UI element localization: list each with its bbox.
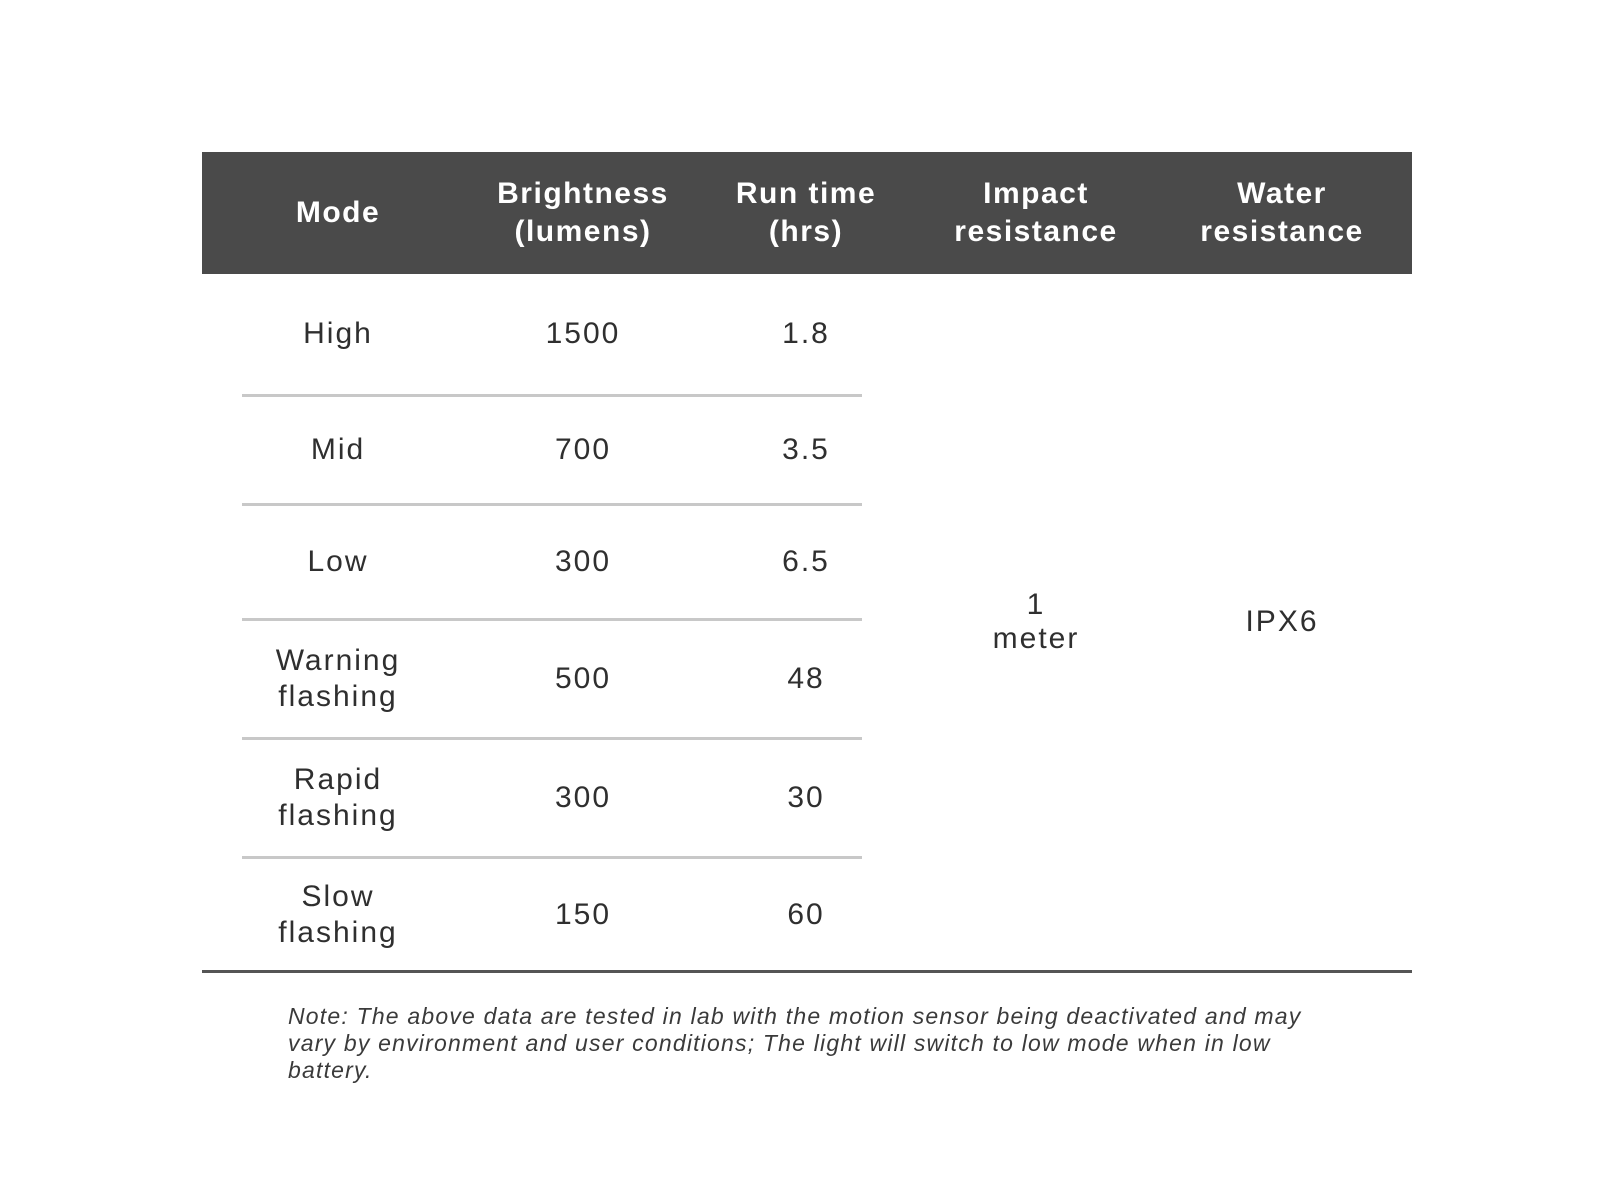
table-row <box>242 274 862 394</box>
cell-mode <box>202 859 474 970</box>
cell-run-time-text: 48 <box>787 662 825 695</box>
cell-mode-text: Rapid flashing <box>278 763 398 832</box>
cell-mode-text: Warning flashing <box>275 644 401 713</box>
cell-brightness <box>474 274 692 394</box>
header-mode-label: Mode <box>295 196 381 229</box>
header-impact-label: Impact resistance <box>954 177 1118 248</box>
table-row <box>242 859 862 970</box>
cell-brightness <box>474 621 692 737</box>
cell-brightness-text: 300 <box>554 781 612 814</box>
cell-brightness-text: 500 <box>554 662 612 695</box>
cell-mode <box>202 621 474 737</box>
impact-resistance-text: 1 meter <box>992 588 1080 655</box>
water-resistance-text: IPX6 <box>1245 605 1319 638</box>
spec-table <box>202 152 1412 970</box>
cell-brightness-text: 1500 <box>545 317 621 350</box>
table-row <box>242 621 862 737</box>
cell-mode-text: Low <box>307 545 369 578</box>
cell-run-time-text: 3.5 <box>782 433 830 466</box>
header-water-resistance <box>1152 152 1412 274</box>
header-run-time-label: Run time (hrs) <box>735 177 877 248</box>
cell-mode-text: Slow flashing <box>278 879 398 949</box>
cell-mode <box>202 274 474 394</box>
cell-mode <box>202 506 474 618</box>
header-brightness <box>474 152 692 274</box>
cell-run-time <box>692 274 920 394</box>
cell-run-time <box>692 740 920 856</box>
cell-run-time <box>692 621 920 737</box>
cell-run-time <box>692 397 920 503</box>
cell-brightness <box>474 506 692 618</box>
table-bottom-rule <box>202 970 1412 973</box>
cell-water-resistance <box>1152 274 1412 970</box>
header-water-label: Water resistance <box>1200 177 1364 248</box>
header-impact-resistance <box>920 152 1152 274</box>
cell-brightness <box>474 397 692 503</box>
cell-brightness <box>474 859 692 970</box>
cell-run-time <box>692 506 920 618</box>
cell-mode <box>202 740 474 856</box>
cell-run-time-text: 30 <box>787 781 825 814</box>
cell-impact-resistance <box>920 274 1152 970</box>
cell-run-time-text: 6.5 <box>782 545 830 578</box>
table-header <box>202 152 1412 274</box>
table-row <box>242 740 862 856</box>
footnote: Note: The above data are tested in lab with the motion sensor being deactivated and may vary by environment and user conditions; The light will switch to low mode when in low battery. <box>288 1003 1302 1083</box>
table-body <box>202 274 1412 970</box>
cell-run-time-text: 1.8 <box>782 317 830 350</box>
cell-mode-text: Mid <box>310 433 366 466</box>
cell-brightness-text: 700 <box>554 433 612 466</box>
cell-run-time <box>692 859 920 970</box>
header-brightness-label: Brightness (lumens) <box>497 177 669 248</box>
table-row <box>242 506 862 618</box>
cell-run-time-text: 60 <box>787 897 825 931</box>
table-row <box>242 397 862 503</box>
cell-brightness-text: 150 <box>554 897 612 931</box>
header-mode <box>202 152 474 274</box>
cell-mode <box>202 397 474 503</box>
cell-brightness <box>474 740 692 856</box>
cell-mode-text: High <box>303 317 373 350</box>
cell-brightness-text: 300 <box>554 545 612 578</box>
header-run-time <box>692 152 920 274</box>
